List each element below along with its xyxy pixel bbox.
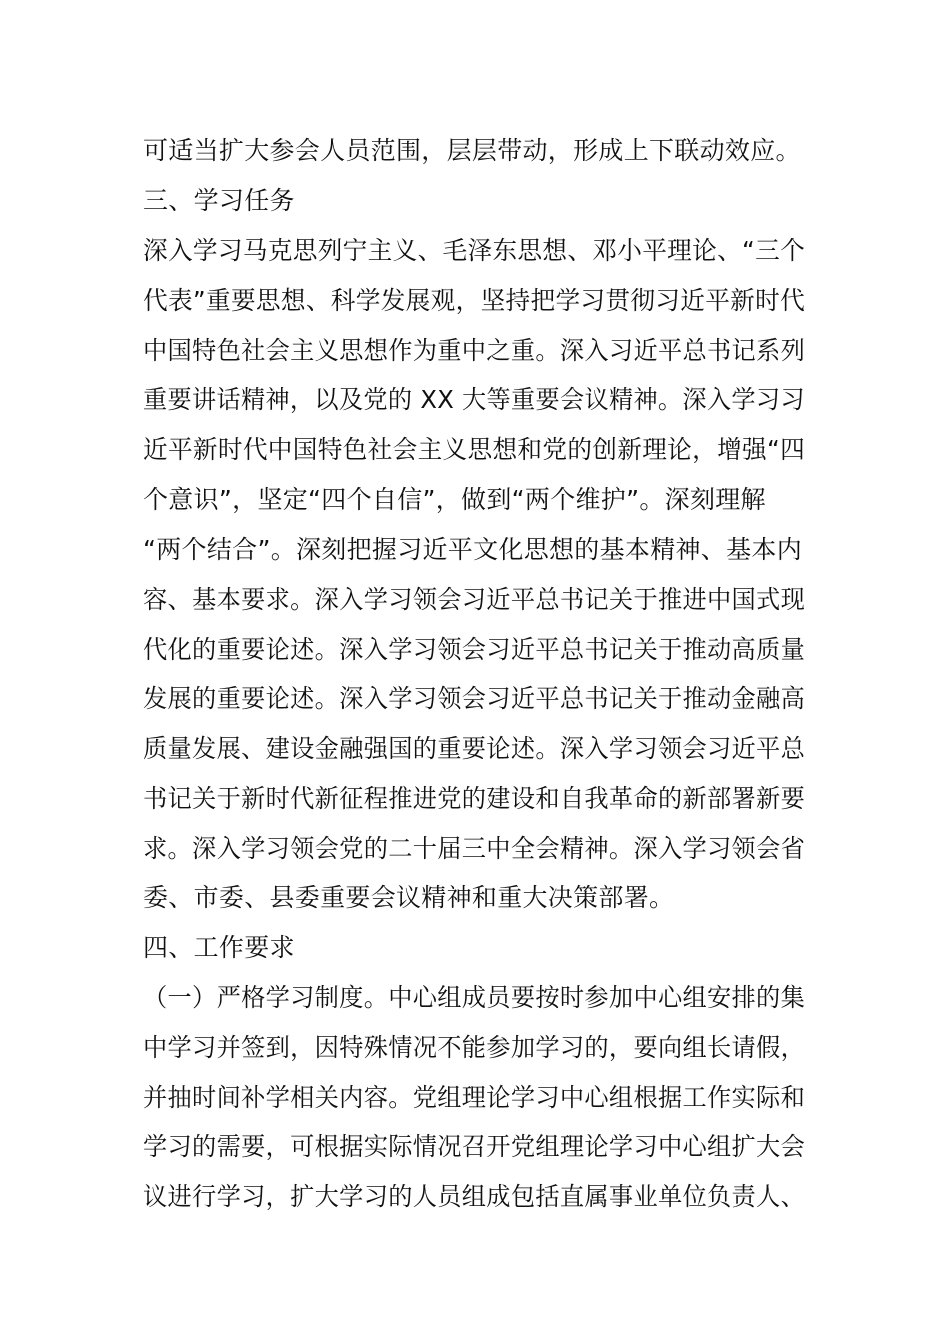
- paragraph-line: 委、市委、县委重要会议精神和重大决策部署。: [143, 883, 675, 912]
- paragraph-line: 代表”重要思想、科学发展观，坚持把学习贯彻习近平新时代: [143, 286, 806, 315]
- section-heading: 三、学习任务: [143, 186, 295, 215]
- paragraph-line: 个意识”，坚定“四个自信”，做到“两个维护”。深刻理解: [143, 485, 766, 514]
- paragraph-line: 中学习并签到，因特殊情况不能参加学习的，要向组长请假，: [143, 1033, 806, 1062]
- paragraph-line: 可适当扩大参会人员范围，层层带动，形成上下联动效应。: [143, 136, 801, 165]
- paragraph-line: 代化的重要论述。深入学习领会习近平总书记关于推动高质量: [143, 635, 806, 664]
- paragraph-line: 议进行学习，扩大学习的人员组成包括直属事业单位负责人、: [143, 1182, 806, 1211]
- paragraph-line: 学习的需要，可根据实际情况召开党组理论学习中心组扩大会: [143, 1132, 806, 1161]
- paragraph-line: 容、基本要求。深入学习领会习近平总书记关于推进中国式现: [143, 585, 806, 614]
- paragraph-line: 并抽时间补学相关内容。党组理论学习中心组根据工作实际和: [143, 1083, 806, 1112]
- paragraph-line: 深入学习马克思列宁主义、毛泽东思想、邓小平理论、“三个: [143, 236, 806, 265]
- paragraph-line: 重要讲话精神，以及党的 XX 大等重要会议精神。深入学习习: [143, 385, 805, 414]
- paragraph-line: 发展的重要论述。深入学习领会习近平总书记关于推动金融高: [143, 684, 806, 713]
- paragraph-line: 求。深入学习领会党的二十届三中全会精神。深入学习领会省: [143, 834, 806, 863]
- paragraph-line: 书记关于新时代新征程推进党的建设和自我革命的新部署新要: [143, 784, 806, 813]
- paragraph-line: “两个结合”。深刻把握习近平文化思想的基本精神、基本内: [143, 535, 803, 564]
- paragraph-line: 近平新时代中国特色社会主义思想和党的创新理论，增强“四: [143, 435, 806, 464]
- paragraph-line: 质量发展、建设金融强国的重要论述。深入学习领会习近平总: [143, 734, 806, 763]
- paragraph-line: 中国特色社会主义思想作为重中之重。深入习近平总书记系列: [143, 336, 806, 365]
- section-heading: 四、工作要求: [143, 933, 295, 962]
- paragraph-line: （一）严格学习制度。中心组成员要按时参加中心组安排的集: [143, 983, 806, 1012]
